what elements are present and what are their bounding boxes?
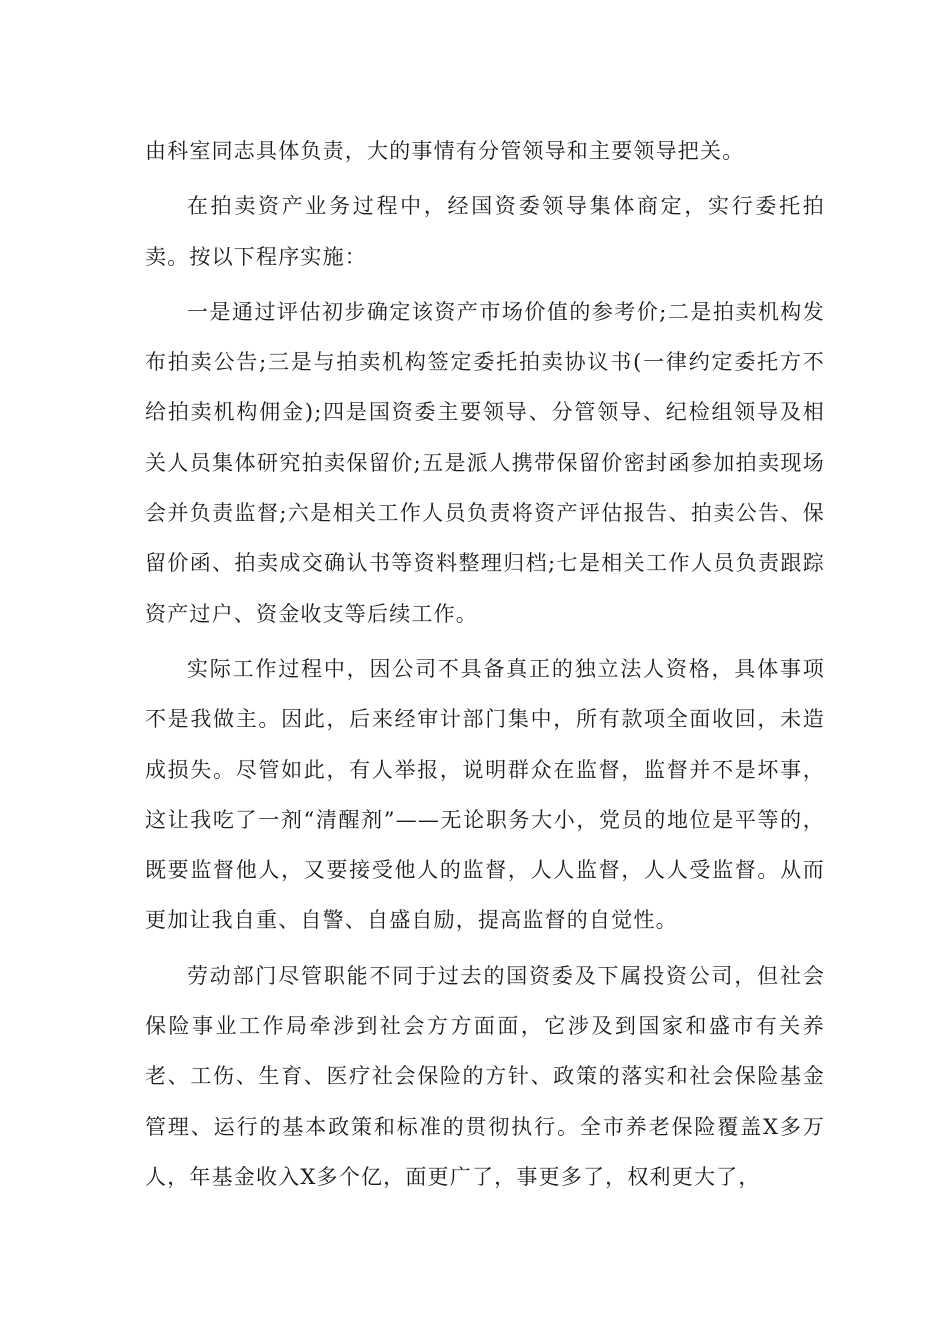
paragraph-4: 实际工作过程中，因公司不具备真正的独立法人资格，具体事项不是我做主。因此，后来经审计部门集中，所有款项全面收回，未造成损失。尽管如此，有人举报，说明群众在监督，监督并不是坏事，这让我吃了一剂“清醒剂”——无论职务大小，党员的地位是平等的，既要监督他人，又要接受他人的监督，人人监督，人人受监督。从而更加让我自重、自警、自盛自励，提高监督的自觉性。 (145, 656, 825, 933)
document-body (145, 126, 825, 1202)
paragraph-5: 劳动部门尽管职能不同于过去的国资委及下属投资公司，但社会保险事业工作局牵涉到社会方方面面，它涉及到国家和盛市有关养老、工伤、生育、医疗社会保险的方针、政策的落实和社会保险基金管理、运行的基本政策和标准的贯彻执行。全市养老保险覆盖X多万人，年基金收入X多个亿，面更广了，事更多了，权利更大了， (145, 963, 825, 1189)
paragraph-1: 由科室同志具体负责，大的事情有分管领导和主要领导把关。 (145, 139, 745, 163)
paragraph-2: 在拍卖资产业务过程中，经国资委领导集体商定，实行委托拍卖。按以下程序实施： (145, 194, 825, 269)
paragraph-3: 一是通过评估初步确定该资产市场价值的参考价;二是拍卖机构发布拍卖公告;三是与拍卖机构签定委托拍卖协议书(一律约定委托方不给拍卖机构佣金);四是国资委主要领导、分管领导、纪检组领导及相关人员集体研究拍卖保留价;五是派人携带保留价密封函参加拍卖现场会并负责监督;六是相关工作人员负责将资产评估报告、拍卖公告、保留价函、拍卖成交确认书等资料整理归档;七是相关工作人员负责跟踪资产过户、资金收支等后续工作。 (145, 299, 825, 626)
